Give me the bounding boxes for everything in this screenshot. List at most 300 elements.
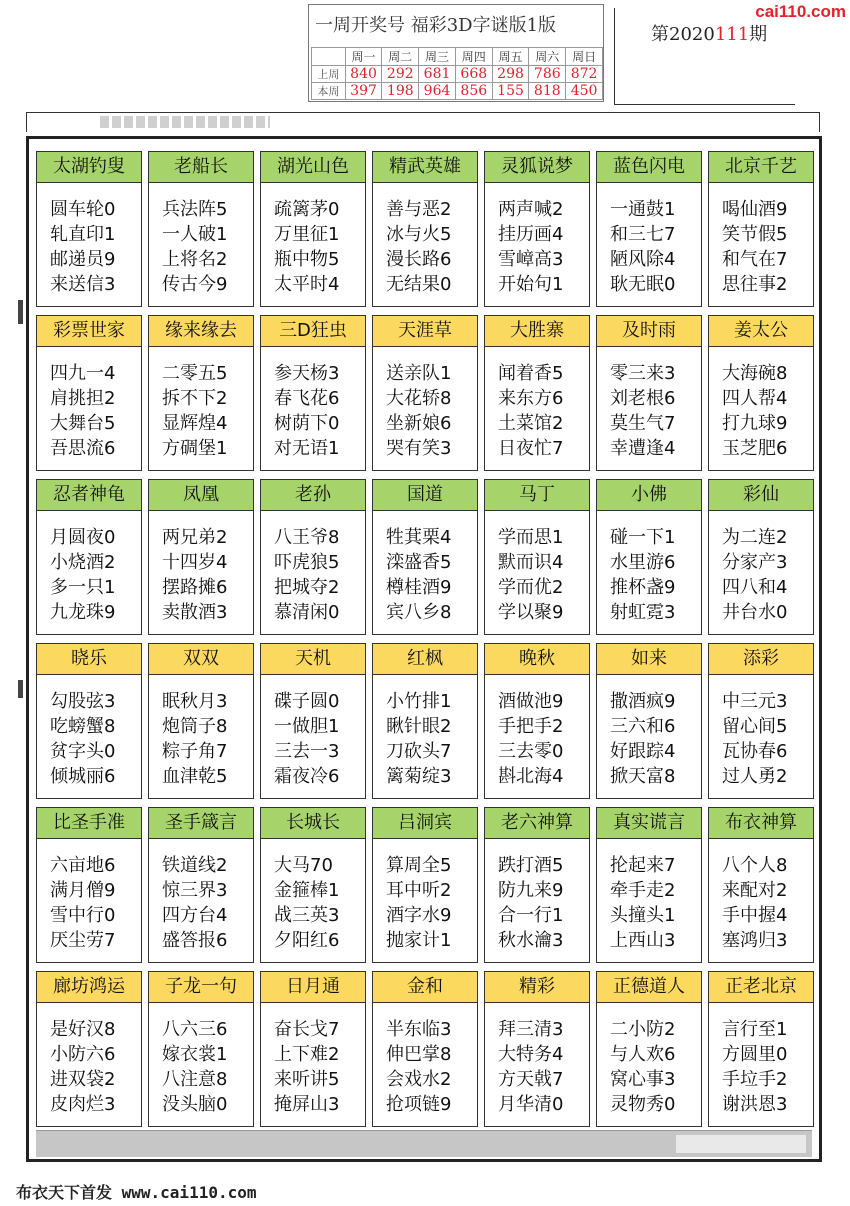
riddle-cell (708, 807, 814, 963)
site-logo: cai110.com (755, 2, 846, 21)
riddle-lines (597, 183, 701, 297)
riddle-line: 一通鼓1 (610, 199, 676, 220)
riddle-line: 无结果0 (386, 274, 452, 295)
riddle-line: 大花轿8 (386, 388, 452, 409)
riddle-lines (149, 1003, 253, 1117)
riddle-line: 分家产3 (722, 552, 788, 573)
day-header: 周一 (345, 48, 382, 66)
riddle-cell (260, 807, 366, 963)
riddle-line: 太平时4 (274, 274, 340, 295)
riddle-line: 来送信3 (50, 274, 116, 295)
draw-number: 155 (492, 83, 529, 100)
riddle-line: 刀砍头7 (386, 741, 452, 762)
riddle-line: 夕阳红6 (274, 930, 340, 951)
weekly-results-title: 一周开奖号 福彩3D字谜版1版 (315, 15, 557, 36)
draw-number: 397 (345, 83, 382, 100)
riddle-author: 湖光山色 (261, 152, 365, 183)
riddle-grid (36, 151, 816, 1135)
riddle-line: 好跟踪4 (610, 741, 676, 762)
riddle-line: 学而优2 (498, 577, 564, 598)
riddle-line: 倾城丽6 (50, 766, 116, 787)
issue-prefix: 第2020 (651, 24, 715, 45)
riddle-lines (37, 183, 141, 297)
riddle-lines (373, 511, 477, 625)
riddle-cell (36, 479, 142, 635)
riddle-line: 一人破1 (162, 224, 228, 245)
riddle-lines (149, 839, 253, 953)
riddle-lines (261, 1003, 365, 1117)
issue-suffix: 期 (749, 24, 768, 45)
riddle-author: 吕洞宾 (373, 808, 477, 839)
riddle-line: 显辉煌4 (162, 413, 228, 434)
edge-mark (18, 680, 23, 698)
corner-cell (312, 48, 346, 66)
riddle-line: 把城夺2 (274, 577, 340, 598)
riddle-line: 窝心事3 (610, 1069, 676, 1090)
riddle-line: 金箍棒1 (274, 880, 340, 901)
riddle-line: 卖散酒3 (162, 602, 228, 623)
riddle-lines (485, 511, 589, 625)
riddle-line: 小防六6 (50, 1044, 116, 1065)
riddle-line: 四九一4 (50, 363, 116, 384)
riddle-line: 闻着香5 (498, 363, 564, 384)
riddle-line: 篱菊绽3 (386, 766, 452, 787)
riddle-author: 太湖钓叟 (37, 152, 141, 183)
day-header: 周三 (419, 48, 456, 66)
riddle-line: 月华清0 (498, 1094, 564, 1115)
riddle-line: 默而识4 (498, 552, 564, 573)
riddle-line: 幸遭逢4 (610, 438, 676, 459)
riddle-line: 兵法阵5 (162, 199, 228, 220)
riddle-line: 耳中听2 (386, 880, 452, 901)
riddle-line: 拜三清3 (498, 1019, 564, 1040)
riddle-cell (708, 971, 814, 1127)
riddle-line: 树荫下0 (274, 413, 340, 434)
riddle-lines (597, 1003, 701, 1117)
riddle-lines (485, 839, 589, 953)
riddle-line: 大特务4 (498, 1044, 564, 1065)
riddle-line: 参天杨3 (274, 363, 340, 384)
riddle-line: 合一行1 (498, 905, 564, 926)
riddle-line: 开始句1 (498, 274, 564, 295)
riddle-row (36, 151, 816, 315)
riddle-lines (261, 511, 365, 625)
riddle-author: 北京千艺 (709, 152, 813, 183)
draw-number: 818 (529, 83, 566, 100)
riddle-cell (708, 643, 814, 799)
riddle-author: 姜太公 (709, 316, 813, 347)
riddle-cell (596, 315, 702, 471)
riddle-line: 慕清闲0 (274, 602, 340, 623)
riddle-cell (372, 971, 478, 1127)
riddle-line: 吓虎狼5 (274, 552, 340, 573)
riddle-line: 皮肉烂3 (50, 1094, 116, 1115)
riddle-line: 伸巴掌8 (386, 1044, 452, 1065)
riddle-line: 斟北海4 (498, 766, 564, 787)
riddle-line: 牵手走2 (610, 880, 676, 901)
riddle-line: 六亩地6 (50, 855, 116, 876)
day-header: 周二 (382, 48, 419, 66)
weekly-results-table (311, 47, 603, 100)
riddle-line: 耿无眠0 (610, 274, 676, 295)
riddle-line: 两声喊2 (498, 199, 564, 220)
riddle-line: 盛答报6 (162, 930, 228, 951)
riddle-line: 土菜馆2 (498, 413, 564, 434)
riddle-line: 半东临3 (386, 1019, 452, 1040)
riddle-cell (596, 807, 702, 963)
riddle-author: 灵狐说梦 (485, 152, 589, 183)
riddle-line: 战三英3 (274, 905, 340, 926)
riddle-lines (261, 839, 365, 953)
riddle-line: 多一只1 (50, 577, 116, 598)
riddle-line: 挂历画4 (498, 224, 564, 245)
row-label: 上周 (312, 66, 346, 83)
riddle-line: 大海碗8 (722, 363, 788, 384)
riddle-line: 滦盛香5 (386, 552, 452, 573)
riddle-line: 没头脑0 (162, 1094, 228, 1115)
riddle-line: 和气在7 (722, 249, 788, 270)
riddle-line: 四八和4 (722, 577, 788, 598)
riddle-author: 老六神算 (485, 808, 589, 839)
riddle-line: 圆车轮0 (50, 199, 116, 220)
riddle-lines (261, 675, 365, 789)
riddle-line: 撒酒疯9 (610, 691, 676, 712)
riddle-lines (709, 675, 813, 789)
riddle-line: 摆路摊6 (162, 577, 228, 598)
riddle-lines (709, 183, 813, 297)
day-header: 周六 (529, 48, 566, 66)
riddle-cell (36, 315, 142, 471)
riddle-author: 忍者神龟 (37, 480, 141, 511)
riddle-lines (149, 511, 253, 625)
riddle-line: 牲萁栗4 (386, 527, 452, 548)
riddle-line: 坐新娘6 (386, 413, 452, 434)
riddle-cell (708, 479, 814, 635)
riddle-author: 圣手箴言 (149, 808, 253, 839)
riddle-line: 四方台4 (162, 905, 228, 926)
day-header: 周五 (492, 48, 529, 66)
riddle-line: 防九来9 (498, 880, 564, 901)
riddle-line: 抡起来7 (610, 855, 676, 876)
riddle-line: 水里游6 (610, 552, 676, 573)
riddle-cell (596, 479, 702, 635)
riddle-line: 射虹霓3 (610, 602, 676, 623)
riddle-author: 大胜寨 (485, 316, 589, 347)
riddle-line: 瞅针眼2 (386, 716, 452, 737)
riddle-author: 日月通 (261, 972, 365, 1003)
riddle-cell (596, 643, 702, 799)
riddle-line: 满月僧9 (50, 880, 116, 901)
riddle-author: 子龙一句 (149, 972, 253, 1003)
riddle-author: 彩仙 (709, 480, 813, 511)
riddle-line: 手中握4 (722, 905, 788, 926)
riddle-author: 及时雨 (597, 316, 701, 347)
cut-off-text-fragment (100, 116, 270, 128)
riddle-line: 酒字水9 (386, 905, 452, 926)
riddle-line: 方圆里0 (722, 1044, 788, 1065)
riddle-author: 晓乐 (37, 644, 141, 675)
riddle-line: 打九球9 (722, 413, 788, 434)
draw-number: 681 (419, 66, 456, 83)
draw-number: 292 (382, 66, 419, 83)
riddle-line: 哭有笑3 (386, 438, 452, 459)
riddle-line: 炮筒子8 (162, 716, 228, 737)
draw-number: 872 (566, 66, 603, 83)
riddle-cell (148, 315, 254, 471)
riddle-line: 嫁衣裳1 (162, 1044, 228, 1065)
footer-credit: 布衣天下首发 www.cai110.com (16, 1183, 257, 1202)
riddle-line: 来听讲5 (274, 1069, 340, 1090)
riddle-lines (485, 347, 589, 461)
riddle-line: 莫生气7 (610, 413, 676, 434)
riddle-line: 送亲队1 (386, 363, 452, 384)
riddle-line: 算周全5 (386, 855, 452, 876)
riddle-line: 轧直印1 (50, 224, 116, 245)
issue-highlight: 111 (714, 24, 750, 45)
riddle-cell (484, 151, 590, 307)
riddle-lines (709, 839, 813, 953)
riddle-line: 奋长戈7 (274, 1019, 340, 1040)
riddle-line: 来东方6 (498, 388, 564, 409)
riddle-line: 小竹排1 (386, 691, 452, 712)
riddle-cell (708, 315, 814, 471)
riddle-line: 碟子圆0 (274, 691, 340, 712)
riddle-lines (709, 1003, 813, 1117)
riddle-line: 霜夜冷6 (274, 766, 340, 787)
weekday-header-row (312, 48, 603, 66)
riddle-line: 掩屏山3 (274, 1094, 340, 1115)
riddle-line: 大马70 (274, 855, 333, 876)
riddle-cell (596, 971, 702, 1127)
riddle-line: 灵物秀0 (610, 1094, 676, 1115)
riddle-line: 推杯盏9 (610, 577, 676, 598)
riddle-author: 小佛 (597, 480, 701, 511)
riddle-line: 过人勇2 (722, 766, 788, 787)
riddle-author: 廊坊鸿运 (37, 972, 141, 1003)
riddle-lines (37, 347, 141, 461)
riddle-line: 血津乾5 (162, 766, 228, 787)
riddle-author: 红枫 (373, 644, 477, 675)
riddle-line: 刘老根6 (610, 388, 676, 409)
riddle-lines (373, 183, 477, 297)
riddle-lines (373, 839, 477, 953)
riddle-line: 八王爷8 (274, 527, 340, 548)
riddle-cell (148, 807, 254, 963)
riddle-lines (149, 675, 253, 789)
riddle-line: 上西山3 (610, 930, 676, 951)
riddle-line: 善与恶2 (386, 199, 452, 220)
draw-number: 298 (492, 66, 529, 83)
riddle-line: 邮递员9 (50, 249, 116, 270)
riddle-row (36, 807, 816, 971)
riddle-lines (261, 347, 365, 461)
riddle-author: 晚秋 (485, 644, 589, 675)
riddle-cell (148, 151, 254, 307)
riddle-line: 陋风除4 (610, 249, 676, 270)
last-week-row (312, 66, 603, 83)
riddle-line: 四人帮4 (722, 388, 788, 409)
riddle-line: 谢洪恩3 (722, 1094, 788, 1115)
draw-number: 198 (382, 83, 419, 100)
riddle-cell (484, 315, 590, 471)
riddle-lines (373, 347, 477, 461)
riddle-cell (148, 643, 254, 799)
riddle-line: 万里征1 (274, 224, 340, 245)
riddle-line: 粽子角7 (162, 741, 228, 762)
riddle-line: 拆不下2 (162, 388, 228, 409)
riddle-line: 小烧酒2 (50, 552, 116, 573)
riddle-author: 缘来缘去 (149, 316, 253, 347)
riddle-line: 两兄弟2 (162, 527, 228, 548)
riddle-line: 八个人8 (722, 855, 788, 876)
riddle-line: 会戏水2 (386, 1069, 452, 1090)
riddle-cell (260, 643, 366, 799)
riddle-line: 言行至1 (722, 1019, 788, 1040)
riddle-lines (597, 511, 701, 625)
riddle-cell (484, 479, 590, 635)
riddle-line: 零三来3 (610, 363, 676, 384)
riddle-cell (484, 643, 590, 799)
riddle-author: 蓝色闪电 (597, 152, 701, 183)
riddle-line: 留心间5 (722, 716, 788, 737)
riddle-line: 吾思流6 (50, 438, 116, 459)
riddle-line: 学而思1 (498, 527, 564, 548)
riddle-line: 疏篱茅0 (274, 199, 340, 220)
riddle-author: 凤凰 (149, 480, 253, 511)
riddle-line: 春飞花6 (274, 388, 340, 409)
riddle-cell (596, 151, 702, 307)
draw-number: 856 (455, 83, 492, 100)
day-header: 周日 (566, 48, 603, 66)
riddle-author: 彩票世家 (37, 316, 141, 347)
riddle-lines (373, 675, 477, 789)
riddle-cell (372, 315, 478, 471)
riddle-lines (485, 1003, 589, 1117)
riddle-line: 井台水0 (722, 602, 788, 623)
riddle-lines (485, 675, 589, 789)
draw-number: 668 (455, 66, 492, 83)
riddle-line: 漫长路6 (386, 249, 452, 270)
riddle-cell (372, 479, 478, 635)
day-header: 周四 (455, 48, 492, 66)
riddle-author: 老船长 (149, 152, 253, 183)
riddle-line: 进双袋2 (50, 1069, 116, 1090)
riddle-line: 三六和6 (610, 716, 676, 737)
riddle-cell (260, 971, 366, 1127)
riddle-author: 精彩 (485, 972, 589, 1003)
riddle-line: 眠秋月3 (162, 691, 228, 712)
riddle-line: 抛家计1 (386, 930, 452, 951)
riddle-line: 贫字头0 (50, 741, 116, 762)
riddle-line: 铁道线2 (162, 855, 228, 876)
riddle-cell (260, 315, 366, 471)
riddle-lines (37, 1003, 141, 1117)
riddle-line: 雪嶂高3 (498, 249, 564, 270)
riddle-cell (372, 151, 478, 307)
riddle-lines (373, 1003, 477, 1117)
riddle-cell (484, 807, 590, 963)
riddle-line: 头撞头1 (610, 905, 676, 926)
riddle-author: 正老北京 (709, 972, 813, 1003)
riddle-author: 马丁 (485, 480, 589, 511)
riddle-line: 三去一3 (274, 741, 340, 762)
weekly-results-box (308, 4, 604, 102)
riddle-author: 双双 (149, 644, 253, 675)
riddle-lines (37, 511, 141, 625)
this-week-row (312, 83, 603, 100)
riddle-line: 手垃手2 (722, 1069, 788, 1090)
riddle-line: 碰一下1 (610, 527, 676, 548)
riddle-line: 学以聚9 (498, 602, 564, 623)
riddle-line: 上将名2 (162, 249, 228, 270)
riddle-row (36, 479, 816, 643)
riddle-line: 喝仙酒9 (722, 199, 788, 220)
riddle-author: 国道 (373, 480, 477, 511)
riddle-line: 雪中行0 (50, 905, 116, 926)
riddle-line: 十四岁4 (162, 552, 228, 573)
riddle-cell (708, 151, 814, 307)
riddle-line: 宾八乡8 (386, 602, 452, 623)
riddle-line: 方碉堡1 (162, 438, 228, 459)
bottom-bar (36, 1130, 812, 1157)
riddle-author: 天机 (261, 644, 365, 675)
riddle-line: 塞鸿归3 (722, 930, 788, 951)
riddle-line: 月圆夜0 (50, 527, 116, 548)
riddle-line: 冰与火5 (386, 224, 452, 245)
riddle-lines (485, 183, 589, 297)
riddle-row (36, 315, 816, 479)
riddle-line: 日夜忙7 (498, 438, 564, 459)
riddle-line: 与人欢6 (610, 1044, 676, 1065)
riddle-cell (484, 971, 590, 1127)
riddle-cell (260, 479, 366, 635)
riddle-line: 八六三6 (162, 1019, 228, 1040)
riddle-author: 正德道人 (597, 972, 701, 1003)
riddle-line: 厌尘劳7 (50, 930, 116, 951)
riddle-lines (37, 675, 141, 789)
riddle-author: 三D狂虫 (261, 316, 365, 347)
riddle-author: 比圣手准 (37, 808, 141, 839)
riddle-cell (372, 807, 478, 963)
riddle-cell (36, 643, 142, 799)
riddle-lines (597, 347, 701, 461)
riddle-line: 瓶中物5 (274, 249, 340, 270)
riddle-author: 添彩 (709, 644, 813, 675)
riddle-line: 八注意8 (162, 1069, 228, 1090)
riddle-line: 笑节假5 (722, 224, 788, 245)
riddle-author: 天涯草 (373, 316, 477, 347)
riddle-line: 九龙珠9 (50, 602, 116, 623)
riddle-lines (709, 511, 813, 625)
bottom-bar-panel (676, 1135, 806, 1153)
riddle-line: 和三七7 (610, 224, 676, 245)
riddle-line: 勾股弦3 (50, 691, 116, 712)
riddle-line: 是好汉8 (50, 1019, 116, 1040)
riddle-line: 上下难2 (274, 1044, 340, 1065)
riddle-row (36, 971, 816, 1135)
riddle-line: 掀天富8 (610, 766, 676, 787)
riddle-cell (36, 971, 142, 1127)
riddle-line: 肩挑担2 (50, 388, 116, 409)
riddle-line: 中三元3 (722, 691, 788, 712)
riddle-cell (36, 807, 142, 963)
riddle-cell (148, 479, 254, 635)
riddle-cell (372, 643, 478, 799)
riddle-line: 对无语1 (274, 438, 340, 459)
riddle-cell (36, 151, 142, 307)
riddle-author: 如来 (597, 644, 701, 675)
riddle-line: 三去零0 (498, 741, 564, 762)
